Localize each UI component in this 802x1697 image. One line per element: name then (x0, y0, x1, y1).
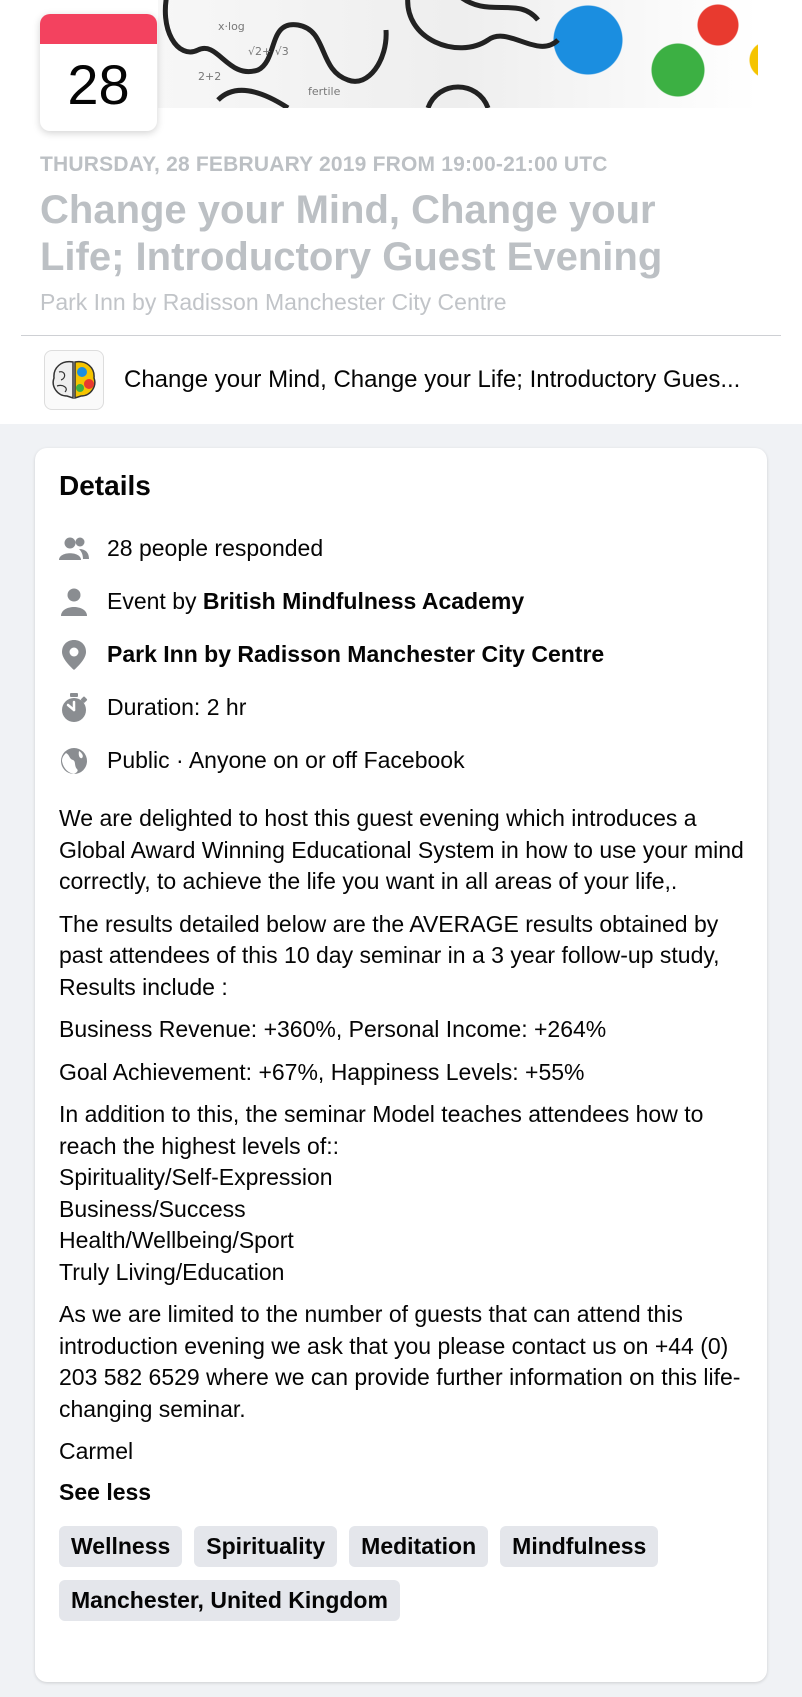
stopwatch-icon (59, 693, 89, 723)
map-pin-icon (59, 640, 89, 670)
divider (21, 335, 781, 336)
description-line: Health/Wellbeing/Sport (59, 1227, 294, 1253)
tag-spirituality[interactable]: Spirituality (194, 1526, 337, 1567)
svg-text:fertile: fertile (308, 85, 341, 98)
description-paragraph: As we are limited to the number of guests that can attend this introduction evening we ask that you please contact us on +44 (0) 203 582 6529 where we can provide further information on this life-changing seminar. (59, 1301, 741, 1422)
duration-text: Duration: 2 hr (107, 694, 247, 720)
event-datetime: THURSDAY, 28 FEBRUARY 2019 FROM 19:00-21:00 UTC (40, 153, 608, 176)
duration-row (59, 681, 749, 734)
description-paragraph: The results detailed below are the AVERAGE results obtained by past attendees of this 10 day seminar in a 3 year follow-up study, Results include : (59, 910, 720, 1000)
people-icon (59, 534, 89, 564)
responded-text: 28 people responded (107, 535, 324, 561)
tag-location[interactable]: Manchester, United Kingdom (59, 1580, 400, 1621)
event-by-row (59, 575, 749, 628)
calendar-header-bar (40, 14, 157, 44)
event-title: Change your Mind, Change your Life; Introductory Guest Evening (40, 188, 663, 279)
description-paragraph: Goal Achievement: +67%, Happiness Levels: +55% (59, 1058, 585, 1085)
location-text: Park Inn by Radisson Manchester City Centre (107, 641, 605, 667)
see-less-button[interactable]: See less (59, 1478, 152, 1505)
tag-mindfulness[interactable]: Mindfulness (500, 1526, 658, 1567)
responded-row[interactable] (59, 522, 749, 575)
details-card (35, 448, 767, 1682)
details-heading: Details (59, 470, 151, 501)
description-signature: Carmel (59, 1438, 134, 1464)
tag-list (59, 1526, 749, 1621)
event-venue[interactable]: Park Inn by Radisson Manchester City Centre (40, 289, 507, 315)
organizer-link[interactable]: British Mindfulness Academy (202, 588, 525, 614)
brain-illustration (158, 0, 758, 108)
svg-text:√2+ √3: √2+ √3 (248, 45, 289, 58)
description-paragraph: Business Revenue: +360%, Personal Income: +264% (59, 1016, 607, 1042)
person-icon (59, 587, 89, 617)
event-by-prefix: Event by (107, 588, 203, 614)
description-paragraph: We are delighted to host this guest evening which introduces a Global Award Winning Educational System in how to use your mind correctly, to achieve the life you want in all areas of your life,. (59, 805, 744, 894)
calendar-day: 28 (67, 53, 130, 116)
privacy-row (59, 734, 749, 787)
event-thumbnail (44, 350, 104, 410)
description-line: Spirituality/Self-Expression (59, 1164, 333, 1190)
event-link-row[interactable] (44, 348, 784, 412)
privacy-text: Public · Anyone on or off Facebook (107, 747, 465, 773)
description-line: Business/Success (59, 1195, 246, 1222)
svg-text:x·log: x·log (218, 20, 245, 33)
event-link-title: Change your Mind, Change your Life; Introductory Gues... (124, 366, 741, 393)
event-header (0, 0, 802, 424)
location-row[interactable] (59, 628, 749, 681)
tag-meditation[interactable]: Meditation (349, 1526, 488, 1567)
description-paragraph (59, 1099, 749, 1288)
event-description (59, 803, 749, 1468)
description-line: Truly Living/Education (59, 1258, 285, 1285)
calendar-date-badge (40, 14, 157, 131)
description-line: In addition to this, the seminar Model teaches attendees how to reach the highest levels of:: (59, 1101, 704, 1159)
svg-text:2+2: 2+2 (198, 70, 222, 83)
tag-wellness[interactable]: Wellness (59, 1526, 182, 1567)
cover-photo[interactable] (158, 0, 758, 108)
globe-icon (59, 746, 89, 776)
brain-thumbnail-icon (49, 358, 99, 402)
